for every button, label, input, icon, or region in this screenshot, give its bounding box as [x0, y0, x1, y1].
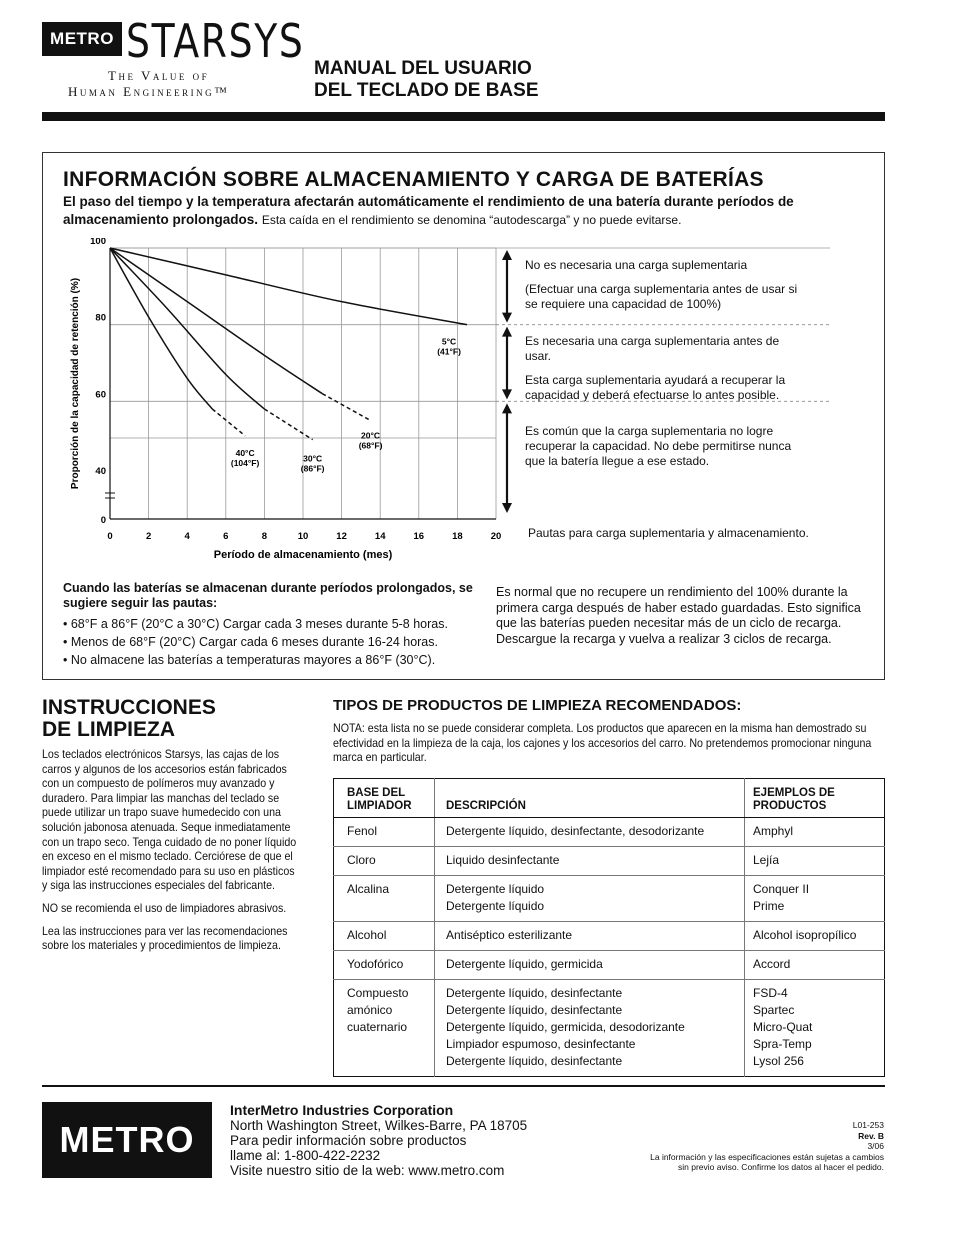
cell-line: Alcohol isopropílico: [753, 928, 857, 942]
cell-description: [435, 951, 745, 980]
zone2-line1: Es necesaria una carga suplementaria antes de usar.: [525, 334, 780, 363]
guideline-item: • Menos de 68°F (20°C) Cargar cada 6 meses durante 16-24 horas.: [63, 635, 438, 649]
note-label: NOTA:: [333, 722, 365, 735]
phone-number: llame al: 1-800-422-2232: [230, 1148, 381, 1163]
cleaning-title-line2: DE LIMPIEZA: [42, 718, 176, 741]
website: Visite nuestro sitio de la web: www.metro.com: [230, 1163, 505, 1178]
x-tick-label: 8: [261, 531, 268, 542]
zone3-line1: Es común que la carga suplementaria no logre recuperar la capacidad. No debe permitirse nunca que la batería llegue a ese estado.: [525, 424, 792, 468]
cell-line: Yodofórico: [347, 957, 404, 971]
cleaning-title-line1: INSTRUCCIONES: [42, 696, 216, 719]
battery-section-title: INFORMACIÓN SOBRE ALMACENAMIENTO Y CARGA DE BATERÍAS: [63, 168, 764, 191]
cell-line: Spra-Temp: [753, 1037, 812, 1051]
doc-revision: Rev. B: [858, 1130, 884, 1141]
y-tick-label: 60: [95, 389, 106, 401]
cell-base: [334, 818, 435, 847]
series-line: [110, 248, 467, 325]
series-line-dashed: [264, 409, 312, 440]
series-label: 40°C: [235, 447, 255, 458]
cell-line: Detergente líquido: [446, 899, 545, 913]
cell-examples: [745, 922, 885, 951]
cell-line: Detergente líquido, germicida, desodorizante: [446, 1020, 685, 1034]
cell-base: [334, 980, 435, 1077]
cell-description: [435, 980, 745, 1077]
y-tick-label: 80: [95, 312, 106, 324]
page-title: [314, 58, 539, 102]
header-divider: [42, 112, 885, 121]
battery-intro: [63, 193, 863, 229]
doc-code: L01-253: [852, 1120, 884, 1130]
zone2-line2: Esta carga suplementaria ayudará a recuperar la capacidad y deberá efectuarse lo antes posible.: [525, 373, 786, 402]
table-row: [334, 980, 885, 1077]
cell-line: cuaternario: [347, 1020, 408, 1034]
y-axis-title: Proporción de la capacidad de retención (%): [70, 277, 81, 490]
doc-date: 3/06: [867, 1141, 884, 1151]
cell-base: [334, 922, 435, 951]
table-header-row: [334, 779, 885, 818]
cell-description: [435, 847, 745, 876]
cleaning-warning: NO se recomienda el uso de limpiadores abrasivos.: [42, 901, 287, 915]
tagline-line1: The Value of: [108, 68, 210, 83]
x-tick-label: 10: [297, 531, 309, 542]
guideline-item: • No almacene las baterías a temperaturas mayores a 86°F (30°C).: [63, 653, 436, 667]
disclaimer-line2: sin previo aviso. Confirme los datos al hacer el pedido.: [678, 1162, 884, 1172]
cell-line: Conquer II: [753, 882, 810, 896]
x-tick-label: 0: [107, 531, 113, 542]
zone2-note: [525, 334, 805, 403]
cleaning-title: [42, 697, 216, 741]
cell-line: Compuesto: [347, 986, 409, 1000]
starsys-logo: STARSYS: [126, 14, 305, 68]
cell-description: [435, 922, 745, 951]
cell-examples: [745, 980, 885, 1077]
metro-badge-logo: METRO: [42, 22, 122, 56]
table-row: [334, 847, 885, 876]
cell-line: Spartec: [753, 1003, 795, 1017]
cell-line: amónico: [347, 1003, 393, 1017]
column-header-description: DESCRIPCIÓN: [435, 779, 745, 818]
battery-intro-normal: Esta caída en el rendimiento se denomina “autodescarga” y no puede evitarse.: [261, 213, 682, 227]
table-row: [334, 876, 885, 922]
x-axis-title: Período de almacenamiento (mes): [213, 549, 393, 561]
series-label: (41°F): [437, 346, 461, 357]
company-name: InterMetro Industries Corporation: [230, 1102, 454, 1118]
series-line: [110, 248, 322, 394]
cell-description: [435, 876, 745, 922]
order-info: Para pedir información sobre productos: [230, 1133, 467, 1148]
cell-line: Detergente líquido, desinfectante: [446, 1003, 623, 1017]
table-row: [334, 818, 885, 847]
cell-line: Detergente líquido, desinfectante: [446, 1054, 623, 1068]
table-row: [334, 922, 885, 951]
x-tick-label: 14: [374, 531, 386, 542]
y-tick-label: 0: [100, 515, 106, 526]
cell-line: Antiséptico esterilizante: [446, 928, 573, 942]
zone1-note: [525, 258, 805, 312]
cell-line: Lejía: [753, 853, 780, 867]
arrow-head-up: [502, 250, 512, 260]
series-label: 30°C: [303, 453, 323, 464]
x-tick-label: 16: [413, 531, 425, 542]
battery-intro-bold: El paso del tiempo y la temperatura afectarán automáticamente el rendimiento de una batería durante períodos de almacenamiento prolongados.: [63, 194, 794, 227]
tagline-line2: Human Engineering™: [68, 84, 230, 99]
chart-labels: [231, 337, 461, 474]
column-header-base: BASE DEL LIMPIADOR: [334, 779, 435, 818]
cell-base: [334, 847, 435, 876]
y-tick-label: 100: [90, 238, 106, 247]
zone1-line2: (Efectuar una carga suplementaria antes de usar si se requiere una capacidad de 100%): [525, 282, 798, 311]
series-label: (104°F): [230, 457, 260, 468]
cell-line: Accord: [753, 957, 791, 971]
guideline-item: • 68°F a 86°F (20°C a 30°C) Cargar cada 3 meses durante 5-8 horas.: [63, 617, 448, 631]
products-title: TIPOS DE PRODUCTOS DE LIMPIEZA RECOMENDADOS:: [333, 697, 742, 714]
storage-guidelines: [63, 581, 483, 669]
series-line-dashed: [212, 409, 245, 436]
cell-base: [334, 951, 435, 980]
page-title-line1: MANUAL DEL USUARIO: [314, 58, 532, 79]
chart-caption: Pautas para carga suplementaria y almacenamiento.: [528, 526, 809, 540]
series-label: 5°C: [441, 336, 457, 347]
chart-axes: [70, 238, 501, 561]
cell-line: Detergente líquido, germicida: [446, 957, 603, 971]
page-title-line2: DEL TECLADO DE BASE: [314, 80, 539, 101]
x-tick-label: 4: [184, 531, 190, 542]
x-tick-label: 6: [223, 531, 229, 542]
footer-divider: [42, 1085, 885, 1087]
cell-line: Limpiador espumoso, desinfectante: [446, 1037, 636, 1051]
recharge-note: Es normal que no recupere un rendimiento del 100% durante la primera carga después de haber estado guardadas. Esto significa que las baterías pueden necesitar más de un ciclo de recarga. Descargue la recarga y vuelva a realizar 3 ciclos de recarga.: [496, 585, 861, 646]
series-label: (68°F): [358, 440, 383, 451]
zone3-note: [525, 424, 810, 469]
cell-line: Lysol 256: [753, 1054, 804, 1068]
cell-examples: [745, 876, 885, 922]
x-tick-label: 2: [145, 531, 152, 542]
x-tick-label: 12: [336, 531, 347, 542]
cell-line: FSD-4: [753, 986, 788, 1000]
cell-line: Micro-Quat: [753, 1020, 813, 1034]
cell-line: Detergente líquido, desinfectante: [446, 986, 623, 1000]
metro-footer-logo: METRO: [42, 1102, 212, 1178]
chart-series: [110, 248, 467, 440]
arrow-head-up: [502, 403, 512, 413]
series-label: (86°F): [300, 463, 325, 474]
cell-line: Liquido desinfectante: [446, 853, 560, 867]
arrow-head-down: [502, 389, 512, 399]
cell-base: [334, 876, 435, 922]
cell-line: Alcohol: [347, 928, 387, 942]
column-header-examples: EJEMPLOS DE PRODUCTOS: [745, 779, 885, 818]
cleaning-products-table: [333, 778, 885, 1077]
cell-line: Alcalina: [347, 882, 390, 896]
cell-line: Detergente líquido, desinfectante, desodorizante: [446, 824, 705, 838]
arrow-head-down: [502, 503, 512, 513]
cell-line: Fenol: [347, 824, 378, 838]
tagline: [68, 68, 229, 100]
arrow-head-up: [502, 327, 512, 337]
series-line-dashed: [322, 394, 370, 421]
cell-line: Prime: [753, 899, 785, 913]
x-tick-label: 18: [452, 531, 463, 542]
note-text: esta lista no se puede considerar completa. Los productos que aparecen en la misma han demostrado su efectividad en la limpieza de la caja, los cajones y los accesorios del carro. No pretendemos promocionar ninguna marca en particular.: [333, 722, 872, 765]
x-tick-label: 20: [490, 531, 502, 542]
cell-description: [435, 818, 745, 847]
zone1-line1: No es necesaria una carga suplementaria: [525, 258, 748, 272]
cell-examples: [745, 847, 885, 876]
cleaning-paragraph: Lea las instrucciones para ver las recomendaciones sobre los materiales y procedimientos de limpieza.: [42, 924, 288, 953]
table-row: [334, 951, 885, 980]
arrow-head-down: [502, 313, 512, 323]
cell-examples: [745, 818, 885, 847]
series-line: [110, 248, 212, 409]
company-info: [230, 1103, 527, 1178]
y-tick-label: 40: [95, 466, 106, 477]
chart-zones: [502, 250, 512, 513]
disclaimer-line1: La información y las especificaciones están sujetas a cambios: [650, 1151, 884, 1162]
cell-line: Detergente líquido: [446, 882, 545, 896]
cell-examples: [745, 951, 885, 980]
cell-line: Cloro: [347, 853, 376, 867]
series-label: 20°C: [361, 430, 381, 441]
company-address: North Washington Street, Wilkes-Barre, PA 18705: [230, 1118, 528, 1133]
cleaning-paragraph: Los teclados electrónicos Starsys, las cajas de los carros y algunos de los accesorios están fabricados con un compuesto de polímeros muy avanzado y duradero. Para limpiar las manchas del teclado se puede utilizar un trapo suave humedecido con una solución jabonosa atenuada. Seque inmediatamente con un trapo seco. Tenga cuidado de no poner líquido en exceso en el mismo teclado. Cerciórese de que el limpiador esté recomendado para su uso en plásticos y siga las instrucciones especiales del fabricante.: [42, 748, 297, 893]
cell-line: Amphyl: [753, 824, 794, 838]
products-note: [333, 722, 887, 766]
guidelines-heading: Cuando las baterías se almacenan durante períodos prolongados, se sugiere seguir las pautas:: [63, 581, 473, 610]
cleaning-instructions: [42, 748, 301, 962]
document-meta: [650, 1120, 884, 1173]
